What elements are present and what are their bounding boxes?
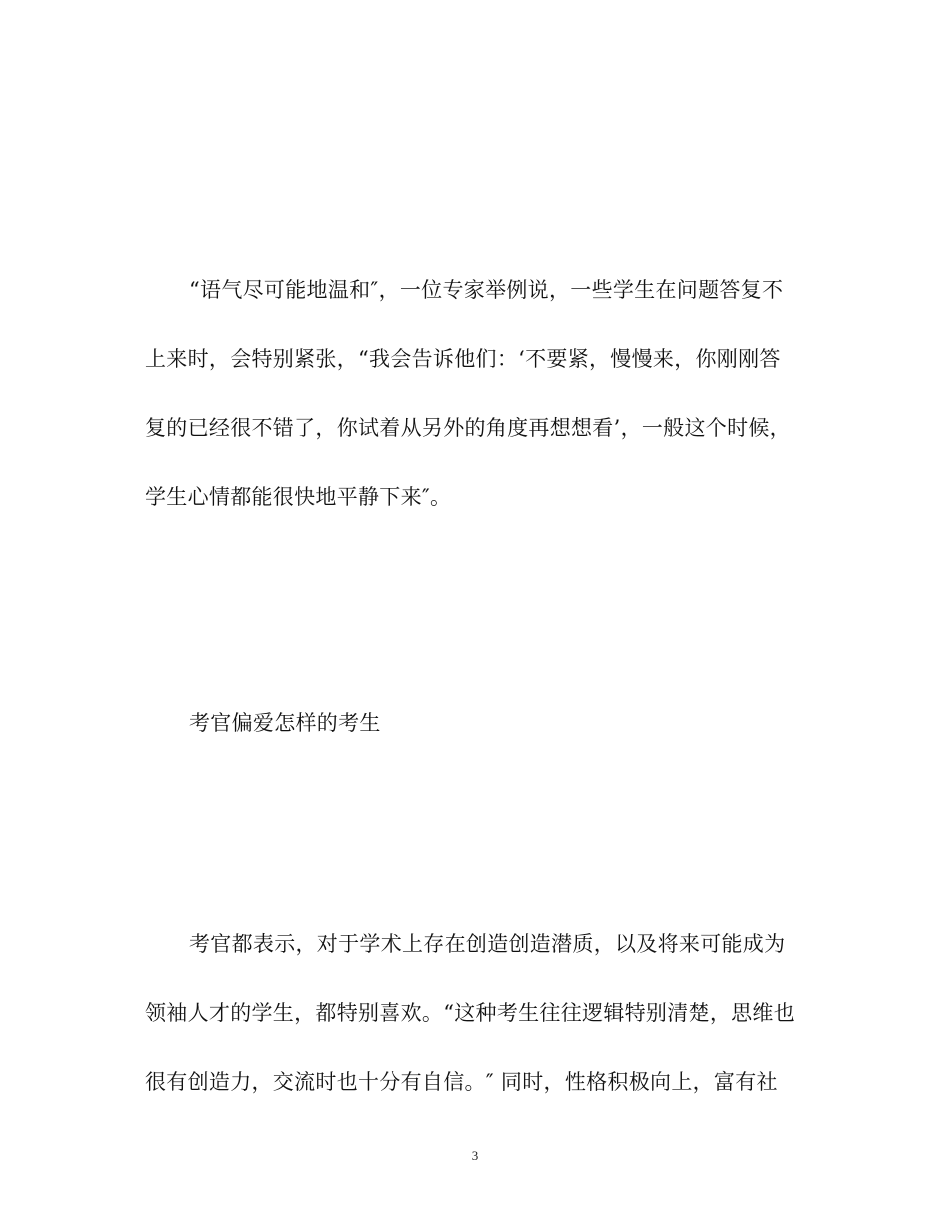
page-number: 3: [471, 1148, 479, 1163]
paragraph-line: “语气尽可能地温和″，一位专家举例说，一些学生在问题答复不: [189, 278, 784, 302]
paragraph-line: 领袖人才的学生，都特别喜欢。“这种考生往往逻辑特别清楚，思维也: [145, 1001, 796, 1025]
section-heading: [145, 689, 810, 758]
section-heading-text: 考官偏爱怎样的考生: [189, 711, 381, 735]
paragraph-line: 复的已经很不错了，你试着从另外的角度再想想看’，一般这个时候，: [145, 416, 791, 440]
paragraph-line: 上来时，会特别紧张，“我会告诉他们：‘不要紧，慢慢来，你刚刚答: [145, 347, 781, 371]
paragraph-line: 考官都表示，对于学术上存在创造创造潜质，以及将来可能成为: [189, 932, 786, 956]
paragraph-preferred-candidates: [145, 910, 810, 1117]
paragraph-examiner-tone: [145, 256, 810, 532]
paragraph-line: 很有创造力，交流时也十分有自信。″ 同时，性格积极向上，富有社: [145, 1070, 778, 1094]
paragraph-line: 学生心情都能很快地平静下来″。: [145, 485, 452, 509]
